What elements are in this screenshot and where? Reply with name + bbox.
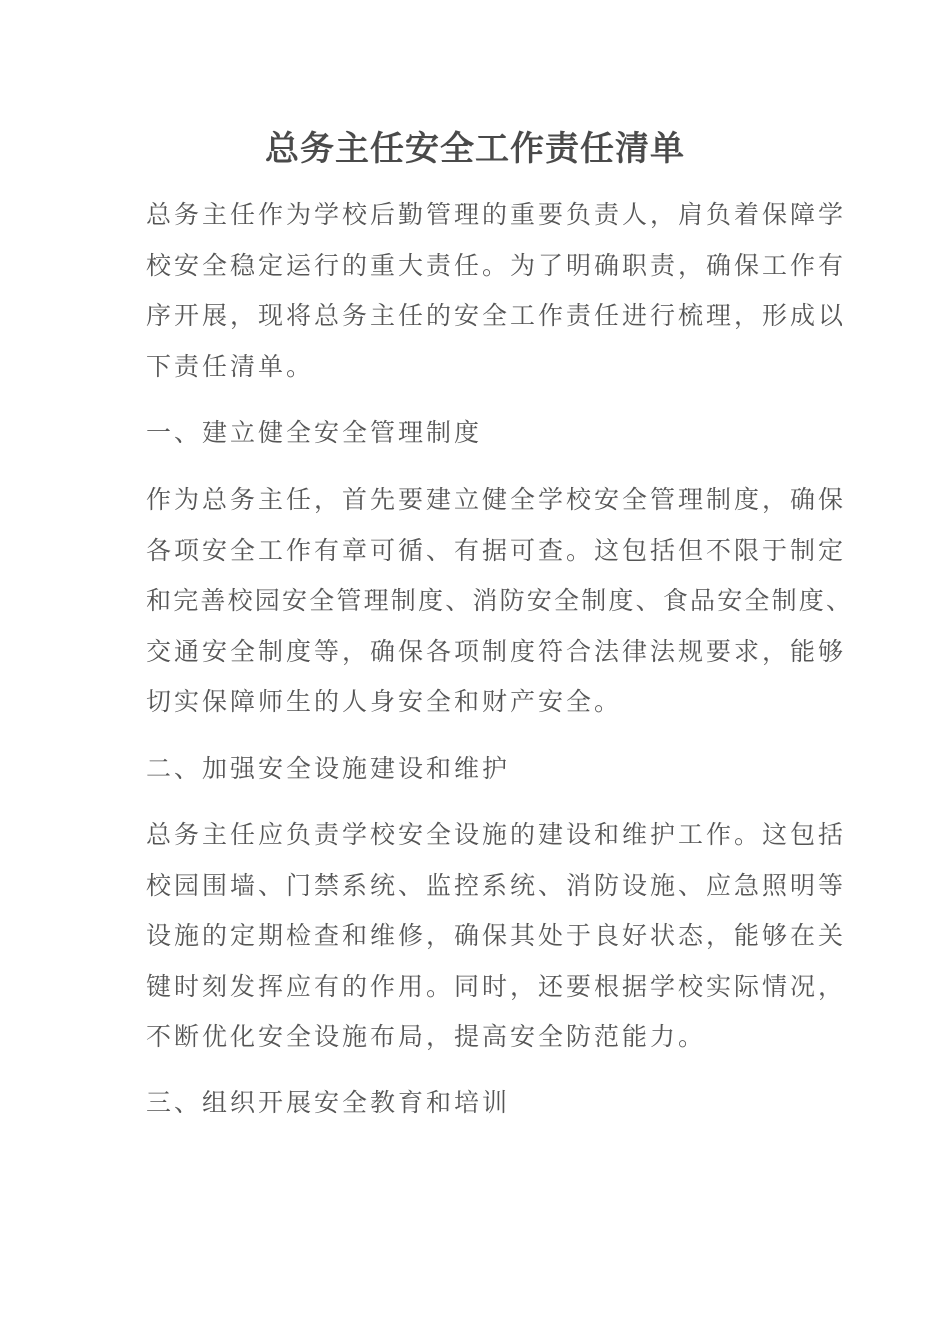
section-heading-1: 一、建立健全安全管理制度 bbox=[146, 418, 483, 447]
paragraph-line: 设施的定期检查和维修，确保其处于良好状态，能够在关 bbox=[146, 921, 847, 950]
paragraph-line: 校安全稳定运行的重大责任。为了明确职责，确保工作有 bbox=[146, 250, 847, 280]
section-heading-3: 三、组织开展安全教育和培训 bbox=[146, 1088, 511, 1117]
paragraph-line: 键时刻发挥应有的作用。同时，还要根据学校实际情况， bbox=[146, 971, 847, 1001]
section-heading-2: 二、加强安全设施建设和维护 bbox=[146, 754, 511, 783]
paragraph-line: 总务主任作为学校后勤管理的重要负责人，肩负着保障学 bbox=[146, 200, 847, 229]
intro-paragraph bbox=[146, 190, 847, 392]
section-2-paragraph bbox=[146, 810, 847, 1063]
section-1-paragraph bbox=[146, 475, 854, 728]
paragraph-line: 校园围墙、门禁系统、监控系统、消防设施、应急照明等 bbox=[146, 870, 847, 900]
paragraph-line: 总务主任应负责学校安全设施的建设和维护工作。这包括 bbox=[146, 820, 847, 849]
paragraph-line: 不断优化安全设施布局，提高安全防范能力。 bbox=[146, 1022, 707, 1051]
paragraph-line: 交通安全制度等，确保各项制度符合法律法规要求，能够 bbox=[146, 636, 847, 666]
paragraph-line: 各项安全工作有章可循、有据可查。这包括但不限于制定 bbox=[146, 535, 847, 565]
document-title: 总务主任安全工作责任清单 bbox=[265, 129, 685, 169]
paragraph-line: 切实保障师生的人身安全和财产安全。 bbox=[146, 687, 623, 716]
paragraph-line: 作为总务主任，首先要建立健全学校安全管理制度，确保 bbox=[146, 485, 847, 514]
paragraph-line: 序开展，现将总务主任的安全工作责任进行梳理，形成以 bbox=[146, 301, 847, 330]
paragraph-line: 下责任清单。 bbox=[146, 351, 315, 381]
paragraph-line: 和完善校园安全管理制度、消防安全制度、食品安全制度、 bbox=[146, 586, 854, 615]
